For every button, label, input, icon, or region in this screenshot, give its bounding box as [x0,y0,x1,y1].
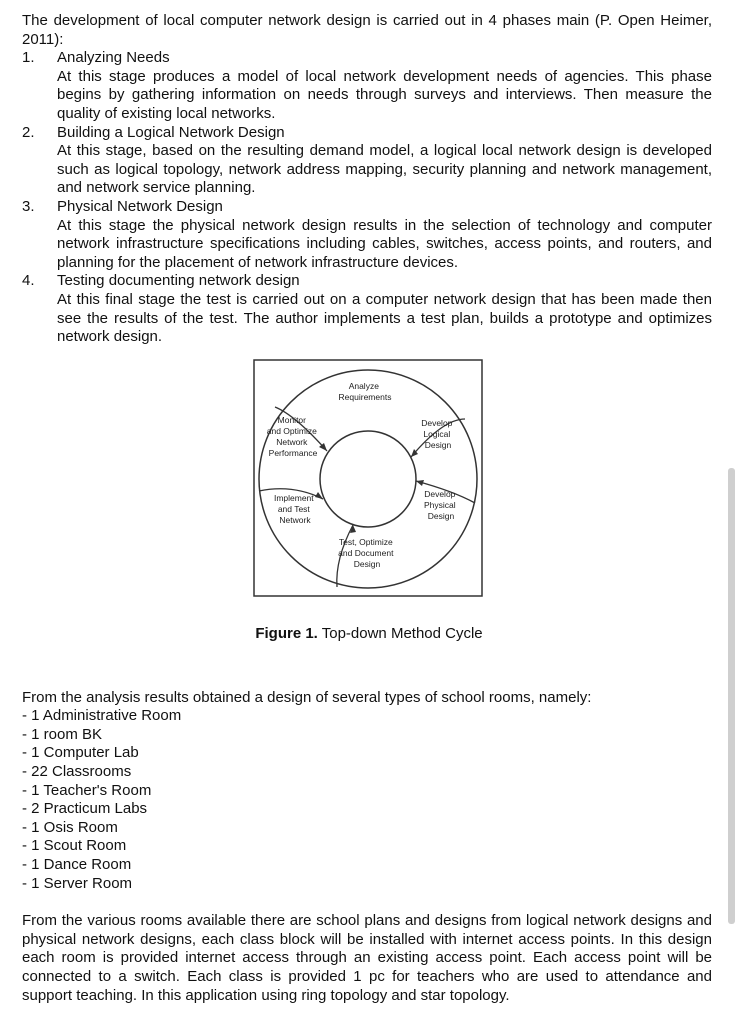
phase-description: At this stage the physical network design results in the selection of technology and computer network infrastructure specifications including cables, switches, access points, and routers, and planning for the placement of network infrastructure devices. [57,216,712,271]
phase-number: 2. [22,123,35,141]
list-item [22,124,712,198]
list-item: - 2 Practicum Labs [22,800,148,818]
list-item: - 1 Server Room [22,874,133,892]
room-list [22,707,712,893]
phase-title: Analyzing Needs [57,49,170,67]
phase-title: Physical Network Design [57,197,223,215]
label-analyze: Analyze Requirements [338,380,392,402]
list-item: - 1 room BK [22,725,103,743]
label-test-optimize: Test, Optimize and Document Design [338,536,394,569]
list-item: - 1 Dance Room [22,856,132,874]
list-item: - 1 Scout Room [22,837,127,855]
figure-caption [0,625,740,644]
list-item: - 1 Osis Room [22,818,118,836]
label-physical-design: Develop Physical Design [423,488,456,521]
caption-text: Top-down Method Cycle [317,624,483,642]
phase-number: 4. [22,272,35,290]
scrollbar[interactable] [728,468,735,924]
phase-number: 1. [22,49,35,67]
list-item [22,272,712,346]
list-item: - 1 Administrative Room [22,707,182,725]
figure-block [0,359,740,659]
phase-title: Testing documenting network design [57,272,300,290]
document-page [22,12,712,1005]
caption-label: Figure 1. [255,624,318,642]
list-item: - 22 Classrooms [22,763,132,781]
top-down-cycle-diagram [253,359,483,597]
phase-description: At this stage produces a model of local network development needs of agencies. This phase begins by gathering information on needs through surveys and interviews. Then measure the quality of existing local networks. [57,67,712,122]
rooms-intro: From the analysis results obtained a design of several types of school rooms, namely: [22,688,592,706]
intro-paragraph: The development of local computer network design is carried out in 4 phases main (P. Open Heimer, 2011): [22,12,712,48]
label-logical-design: Develop Logical Design [421,417,453,450]
closing-paragraph: From the various rooms available there are school plans and designs from logical network designs and physical network designs, each class block will be installed with internet access points. In this design each room is provided internet access through an existing access point. Each access point will be connected to a switch. Each class is provided 1 pc for teachers who are used to attendance and support teaching. In this application using ring topology and star topology. [22,912,712,1004]
list-item [22,49,712,123]
label-implement: Implement and Test Network [273,492,314,525]
phase-number: 3. [22,197,35,215]
phase-description: At this final stage the test is carried out on a computer network design that has been made then see the results of the test. The author implements a test plan, builds a prototype and optimizes network design. [57,290,712,346]
list-item: - 1 Teacher's Room [22,781,152,799]
list-item [22,198,712,272]
phase-list [22,49,712,347]
phase-title: Building a Logical Network Design [57,123,285,141]
phase-description: At this stage, based on the resulting demand model, a logical local network design is developed such as logical topology, network address mapping, security planning and network management, and network service planning. [57,142,712,197]
label-monitor: Monitor and Optimize Network Performance [266,414,318,458]
list-item: - 1 Computer Lab [22,744,139,762]
